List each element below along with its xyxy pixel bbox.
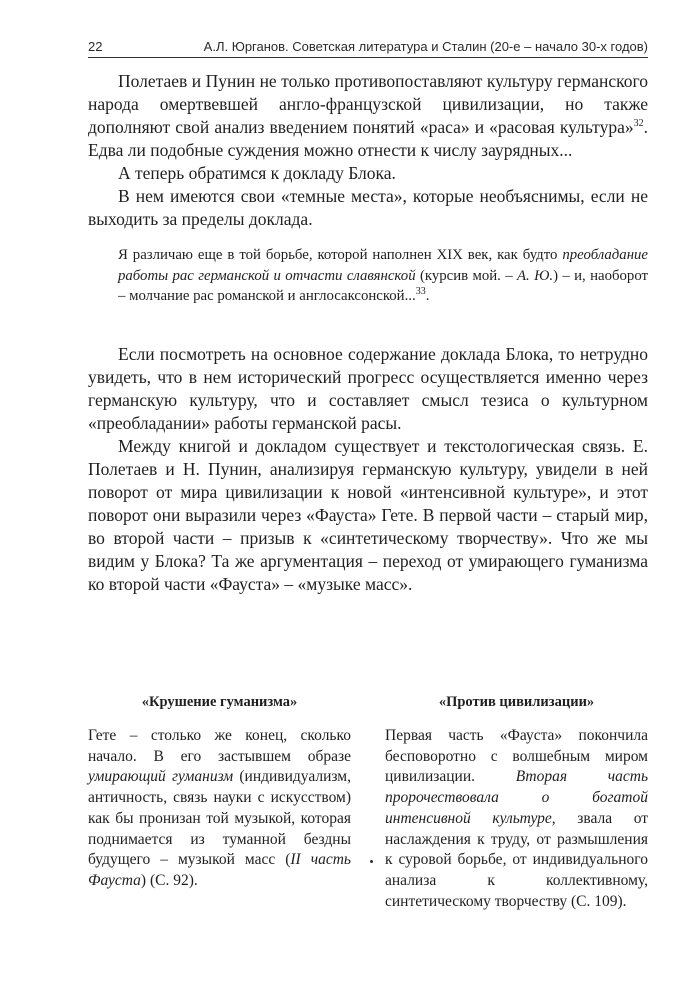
paragraph-1-text: Полетаев и Пунин не только противопоставляют культуру германского народа омертвевшей англо-французской цивилизации, но также дополняют свой анализ введением понятий «раса» и «расовая культура» — [88, 71, 648, 137]
paragraph-1 — [88, 70, 648, 162]
quote-text-2: (курсив мой. – — [415, 267, 517, 284]
left-italic-2: II часть Фауста — [88, 851, 351, 889]
page-number: 22 — [88, 39, 103, 54]
column-right-text — [385, 726, 648, 912]
paragraph-5: Между книгой и докладом существует и текстологическая связь. Е. Полетаев и Н. Пунин, анализируя германскую культуру, увидели в ней поворот от мира цивилизации к новой «интенсивной культуре», и этот поворот они выразили через «Фауста» Гете. В первой части – старый мир, во второй части – призыв к «синтетическому творчеству». Что же мы видим у Блока? Та же аргументация – переход от умирающего гуманизма ко второй части «Фауста» – «музыке масс». — [88, 435, 648, 594]
right-text-2: звала от наслаждения к труду, от размышления к суровой борьбе, от индивидуального анализа к коллективному, синтетическому творчеству (С. 109). — [385, 809, 649, 910]
right-italic-1: Вторая часть пророчествовала о богатой интенсивной культуре, — [385, 768, 649, 827]
paragraph-4: Если посмотреть на основное содержание доклада Блока, то нетрудно увидеть, что в нем исторический прогресс осуществляется именно через германскую культуру, что и составляет смысл тезиса о культурном «преобладании» работы германской расы. — [88, 343, 648, 433]
left-text-3: ) (С. 92). — [140, 871, 198, 889]
block-quote — [88, 245, 648, 307]
column-right-title: «Против цивилизации» — [438, 694, 595, 710]
footnote-ref-33: 33 — [415, 286, 426, 298]
left-italic-1: умирающий гуманизм — [88, 768, 234, 786]
quote-text: Я различаю еще в той борьбе, которой наполнен XIX век, как будто — [118, 247, 563, 263]
paragraph-3: В нем имеются свои «темные места», которые необъяснимы, если не выходить за пределы доклада. — [88, 186, 648, 229]
comparison-columns — [88, 692, 648, 912]
quote-italic: преобладание работы рас германской и отчасти славянской — [118, 247, 648, 284]
paragraph-1-text-end: . Едва ли подобные суждения можно отнести к числу заурядных... — [88, 117, 648, 160]
running-title: А.Л. Юрганов. Советская литература и Сталин (20-е – начало 30-х годов) — [203, 39, 648, 54]
quote-end: . — [425, 288, 430, 304]
right-text-1: Первая часть «Фауста» покончила бесповоротно с волшебным миром цивилизации. — [385, 727, 648, 786]
column-left — [88, 692, 351, 912]
print-speck — [370, 860, 373, 863]
quote-text-3: ) – и, наоборот – молчание рас романской и англосаксонской... — [118, 267, 648, 304]
left-text-1: Гете – столько же конец, сколько начало. В его застывшем образе — [88, 727, 351, 765]
column-right — [385, 692, 648, 912]
paragraph-2: А теперь обратимся к докладу Блока. — [118, 163, 396, 183]
main-text — [88, 70, 648, 596]
left-text-2: (индивидуализм, античность, связь науки с искусством) как бы пронизан той музыкой, которая поднимается из туманной бездны будущего – музыкой масс ( — [88, 768, 351, 869]
footnote-ref-32: 32 — [633, 118, 644, 130]
column-left-text — [88, 726, 351, 892]
running-header — [88, 30, 648, 58]
column-left-title: «Крушение гуманизма» — [141, 694, 298, 710]
quote-author-initials: А. Ю. — [517, 267, 554, 284]
